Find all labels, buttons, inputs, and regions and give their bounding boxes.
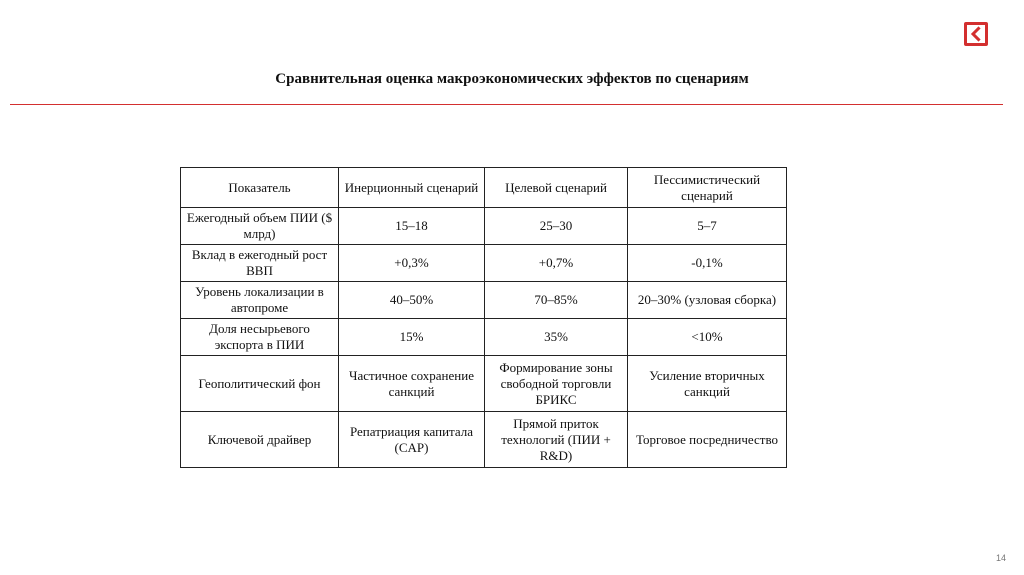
table-row — [181, 282, 787, 319]
row-label: Геополитический фон — [181, 356, 339, 412]
table-cell: -0,1% — [628, 245, 787, 282]
page-title: Сравнительная оценка макроэкономических эффектов по сценариям — [275, 71, 749, 87]
table-row — [181, 319, 787, 356]
table-cell: 20–30% (узловая сборка) — [628, 282, 787, 319]
table-cell: +0,3% — [339, 245, 485, 282]
page-number: 14 — [996, 553, 1007, 563]
row-label: Ключевой драйвер — [181, 412, 339, 468]
table-row — [181, 356, 787, 412]
table-cell: 15% — [339, 319, 485, 356]
table-row — [181, 208, 787, 245]
table-cell: <10% — [628, 319, 787, 356]
row-label: Уровень локализации в автопроме — [181, 282, 339, 319]
table-cell: +0,7% — [485, 245, 628, 282]
title-divider — [10, 104, 1003, 105]
table-cell: Частичное сохранение санкций — [339, 356, 485, 412]
table-cell: Репатриация капитала (CAP) — [339, 412, 485, 468]
table-header-row — [181, 168, 787, 208]
table-cell: Усиление вторичных санкций — [628, 356, 787, 412]
column-header-indicator: Показатель — [181, 168, 339, 208]
table-cell: 15–18 — [339, 208, 485, 245]
table-cell: Формирование зоны свободной торговли БРИКС — [485, 356, 628, 412]
table-cell: 25–30 — [485, 208, 628, 245]
table-cell: 40–50% — [339, 282, 485, 319]
table-cell: Прямой приток технологий (ПИИ + R&D) — [485, 412, 628, 468]
table-row — [181, 245, 787, 282]
table-cell: 70–85% — [485, 282, 628, 319]
column-header-pessimistic: Пессимистический сценарий — [628, 168, 787, 208]
row-label: Ежегодный объем ПИИ ($ млрд) — [181, 208, 339, 245]
scenario-comparison-table — [180, 167, 787, 468]
table-row — [181, 412, 787, 468]
table-cell: Торговое посредничество — [628, 412, 787, 468]
table-cell: 5–7 — [628, 208, 787, 245]
row-label: Вклад в ежегодный рост ВВП — [181, 245, 339, 282]
column-header-inertial: Инерционный сценарий — [339, 168, 485, 208]
row-label: Доля несырьевого экспорта в ПИИ — [181, 319, 339, 356]
column-header-target: Целевой сценарий — [485, 168, 628, 208]
table-cell: 35% — [485, 319, 628, 356]
back-chevron-logo-icon[interactable] — [964, 22, 988, 46]
chevron-left-icon — [967, 25, 985, 43]
